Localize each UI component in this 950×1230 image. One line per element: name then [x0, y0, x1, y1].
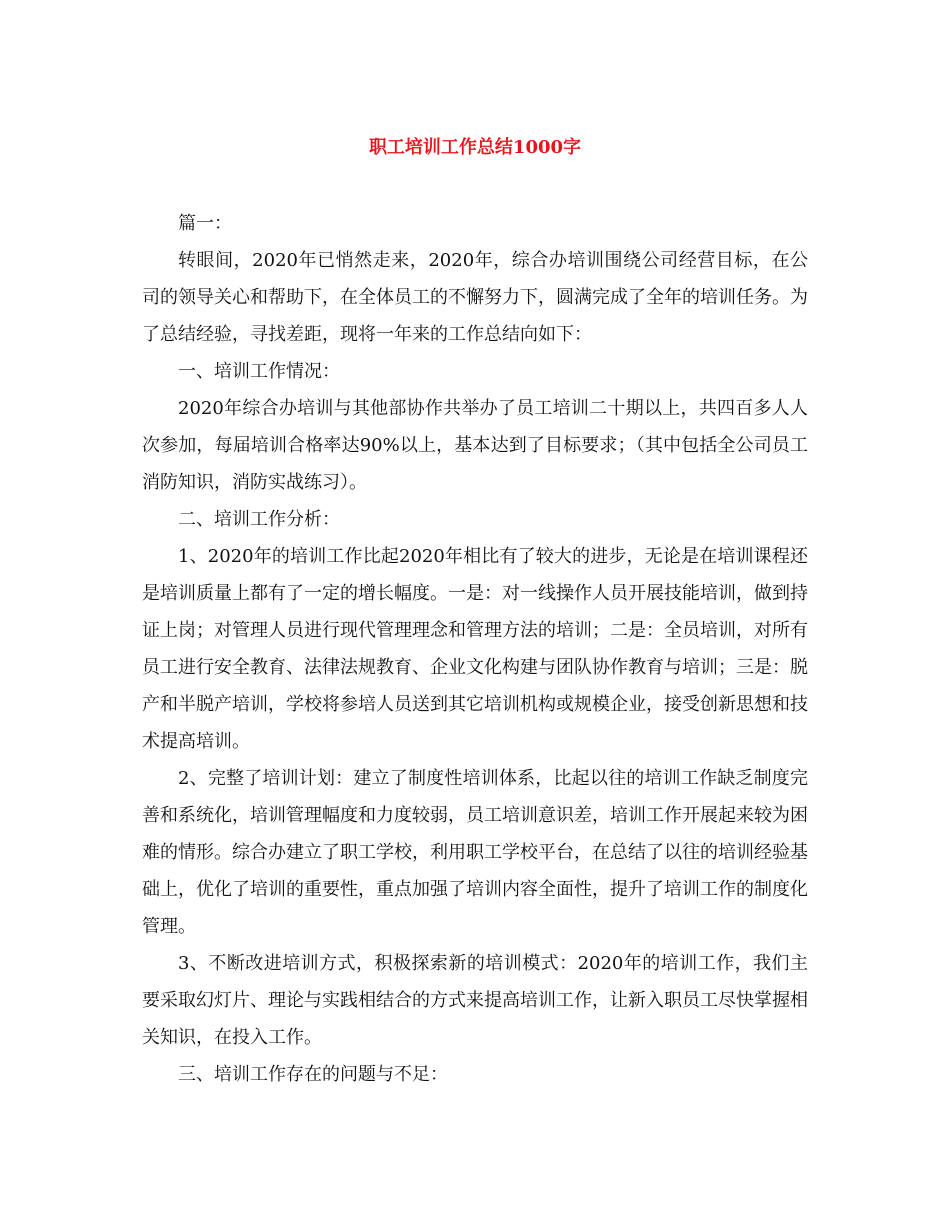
section-label: 篇一： [178, 213, 232, 234]
paragraph-analysis-3: 3、不断改进培训方式，积极探索新的培训模式：2020年的培训工作，我们主要采取幻灯片、理论与实践相结合的方式来提高培训工作，让新入职员工尽快掌握相关知识，在投入工作。 [142, 953, 808, 1048]
paragraph-analysis-1: 1、2020年的培训工作比起2020年相比有了较大的进步，无论是在培训课程还是培训质量上都有了一定的增长幅度。一是：对一线操作人员开展技能培训，做到持证上岗；对管理人员进行现代管理理念和管理方法的培训；二是：全员培训，对所有员工进行安全教育、法律法规教育、企业文化构建与团队协作教育与培训；三是：脱产和半脱产培训，学校将参培人员送到其它培训机构或规模企业，接受创新思想和技术提高培训。 [142, 546, 808, 752]
document-title: 职工培训工作总结1000字 [368, 137, 582, 158]
paragraph-analysis-2: 2、完整了培训计划：建立了制度性培训体系，比起以往的培训工作缺乏制度完善和系统化，培训管理幅度和力度较弱，员工培训意识差，培训工作开展起来较为困难的情形。综合办建立了职工学校，利用职工学校平台，在总结了以往的培训经验基础上，优化了培训的重要性，重点加强了培训内容全面性，提升了培训工作的制度化管理。 [142, 768, 808, 937]
section-heading-2: 二、培训工作分析： [178, 509, 340, 530]
section-heading-1: 一、培训工作情况： [178, 361, 340, 382]
paragraph-training-status: 2020年综合办培训与其他部协作共举办了员工培训二十期以上，共四百多人人次参加，每届培训合格率达90%以上，基本达到了目标要求；（其中包括全公司员工消防知识，消防实战练习）。 [142, 398, 808, 493]
intro-paragraph: 转眼间，2020年已悄然走来，2020年，综合办培训围绕公司经营目标，在公司的领导关心和帮助下，在全体员工的不懈努力下，圆满完成了全年的培训任务。为了总结经验，寻找差距，现将一年来的工作总结向如下： [142, 250, 808, 345]
document-body [142, 205, 808, 1093]
section-heading-3: 三、培训工作存在的问题与不足： [178, 1064, 448, 1085]
